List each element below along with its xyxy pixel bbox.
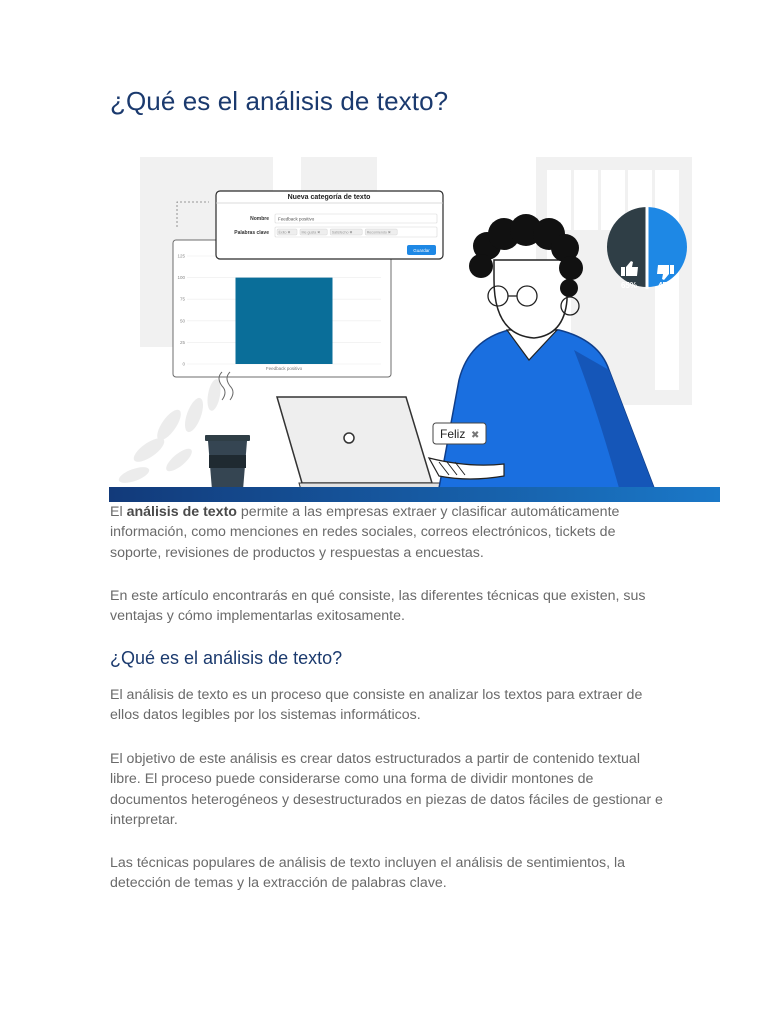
y-tick-label: 50	[179, 318, 185, 324]
section-title: ¿Qué es el análisis de texto?	[110, 648, 343, 668]
keyword-chip-label: Satisfecho ✖	[331, 230, 353, 235]
y-tick-label: 75	[179, 296, 185, 302]
intro-lead: El	[110, 504, 123, 520]
keyword-chip-label: Me gusta ✖	[301, 230, 321, 235]
paragraph-3: El análisis de texto es un proceso que consiste en analizar los textos para extraer de ellos datos legibles por los sistemas informáticos.	[110, 687, 643, 724]
hero-illustration	[109, 150, 720, 502]
chart-bars	[236, 278, 333, 371]
keyword-chip-label: Recomiendo ✖	[366, 230, 391, 235]
pie-negative-label: 45%	[657, 281, 675, 290]
sentiment-tag-label: Feliz	[440, 427, 466, 441]
paragraph-2: En este artículo encontrarás en qué consiste, las diferentes técnicas que existen, sus ventajas y cómo implementarlas exitosamente.	[110, 588, 646, 625]
y-tick-label: 0	[182, 361, 185, 367]
bar-chart-card	[173, 240, 391, 377]
paragraph-5: Las técnicas populares de análisis de texto incluyen el análisis de sentimientos, la detección de temas y la extracción de palabras clave.	[110, 855, 625, 892]
close-icon[interactable]: ✖	[471, 430, 480, 441]
new-category-dialog	[216, 191, 443, 259]
y-tick-label: 25	[179, 339, 185, 345]
chart-bar	[236, 278, 333, 364]
page-title: ¿Qué es el análisis de texto?	[110, 86, 449, 116]
paragraph-4: El objetivo de este análisis es crear datos estructurados a partir de contenido textual libre. El proceso puede considerarse como una forma de dividir montones de documentos heterogéneos y desestructurados en piezas de datos fáciles de gestionar e interpretar.	[110, 751, 663, 829]
save-button-label: Guardar	[413, 247, 430, 253]
x-tick-label: Feedback positivo	[265, 366, 303, 371]
y-tick-label: 125	[177, 253, 185, 259]
intro-paragraph	[110, 502, 670, 563]
dialog-title: Nueva categoría de texto	[287, 194, 371, 201]
keywords-label: Palabras clave	[234, 230, 269, 236]
name-field-value: Feedback positivo	[278, 216, 315, 222]
intro-rest: permite a las empresas extraer y clasificar automáticamente información, como menciones en redes sociales, correos electrónicos, tickets de soporte, revisiones de productos y respuestas a encuestas.	[110, 504, 620, 561]
pie-positive-label: 65%	[620, 281, 638, 290]
intro-bold-term: análisis de texto	[126, 504, 237, 520]
y-tick-label: 100	[177, 275, 185, 281]
keyword-chip-label: Éxito ✖	[278, 230, 291, 235]
sentiment-tag[interactable]	[433, 423, 486, 444]
keyword-chips	[277, 229, 397, 235]
hero-bottom-band	[109, 487, 720, 502]
plant-leaves-icon	[117, 378, 223, 486]
name-label: Nombre	[250, 216, 269, 222]
